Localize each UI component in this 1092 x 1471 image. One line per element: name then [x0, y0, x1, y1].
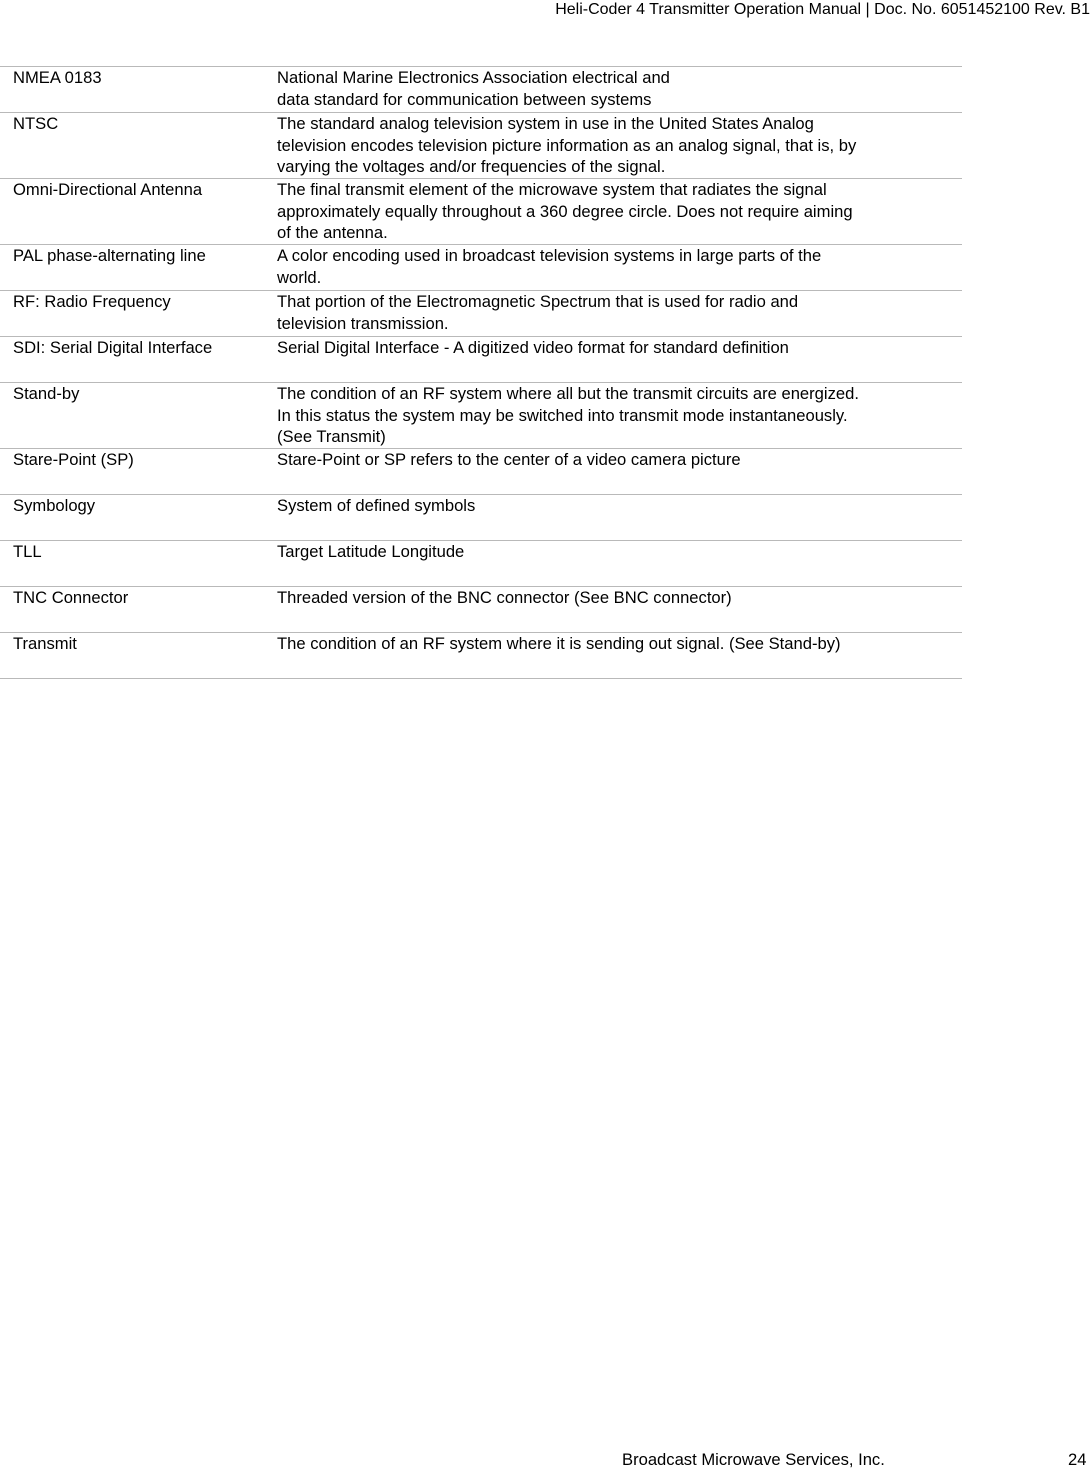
glossary-definition: Target Latitude Longitude — [277, 541, 962, 587]
glossary-definition: Stare-Point or SP refers to the center of a video camera picture — [277, 449, 962, 495]
glossary-term: Transmit — [0, 633, 277, 679]
glossary-definition: The final transmit element of the microwave system that radiates the signal approximately equally throughout a 360 degree circle. Does not require aiming of the antenna. — [277, 179, 962, 245]
glossary-row — [0, 633, 962, 679]
glossary-row — [0, 495, 962, 541]
glossary-definition: System of defined symbols — [277, 495, 962, 541]
glossary-table — [0, 66, 962, 679]
footer-company: Broadcast Microwave Services, Inc. — [622, 1450, 885, 1469]
glossary-definition: National Marine Electronics Association electrical and data standard for communication between systems — [277, 67, 962, 113]
glossary-row — [0, 291, 962, 337]
glossary-definition: Threaded version of the BNC connector (See BNC connector) — [277, 587, 962, 633]
glossary-row — [0, 67, 962, 113]
glossary-definition: Serial Digital Interface - A digitized video format for standard definition — [277, 337, 962, 383]
glossary-term: Stare-Point (SP) — [0, 449, 277, 495]
glossary-term: NTSC — [0, 113, 277, 179]
page-header: Heli-Coder 4 Transmitter Operation Manual | Doc. No. 6051452100 Rev. B1 — [555, 1, 1090, 18]
glossary-row — [0, 245, 962, 291]
glossary-term: PAL phase-alternating line — [0, 245, 277, 291]
glossary-definition: The condition of an RF system where it is sending out signal. (See Stand-by) — [277, 633, 962, 679]
glossary-term: Symbology — [0, 495, 277, 541]
glossary-row — [0, 449, 962, 495]
glossary-definition: The standard analog television system in use in the United States Analog television encodes television picture information as an analog signal, that is, by varying the voltages and/or frequencies of the signal. — [277, 113, 962, 179]
glossary-row — [0, 113, 962, 179]
glossary-row — [0, 541, 962, 587]
glossary-row — [0, 179, 962, 245]
glossary-row — [0, 383, 962, 449]
glossary-term: TLL — [0, 541, 277, 587]
glossary-term: SDI: Serial Digital Interface — [0, 337, 277, 383]
page-number: 24 — [1068, 1450, 1087, 1469]
glossary-row — [0, 587, 962, 633]
glossary-definition: The condition of an RF system where all but the transmit circuits are energized. In this status the system may be switched into transmit mode instantaneously. (See Transmit) — [277, 383, 962, 449]
glossary-term: Stand-by — [0, 383, 277, 449]
glossary-term: Omni-Directional Antenna — [0, 179, 277, 245]
glossary-term: NMEA 0183 — [0, 67, 277, 113]
glossary-definition: That portion of the Electromagnetic Spectrum that is used for radio and television transmission. — [277, 291, 962, 337]
glossary-term: TNC Connector — [0, 587, 277, 633]
glossary-definition: A color encoding used in broadcast television systems in large parts of the world. — [277, 245, 962, 291]
glossary-row — [0, 337, 962, 383]
glossary-term: RF: Radio Frequency — [0, 291, 277, 337]
